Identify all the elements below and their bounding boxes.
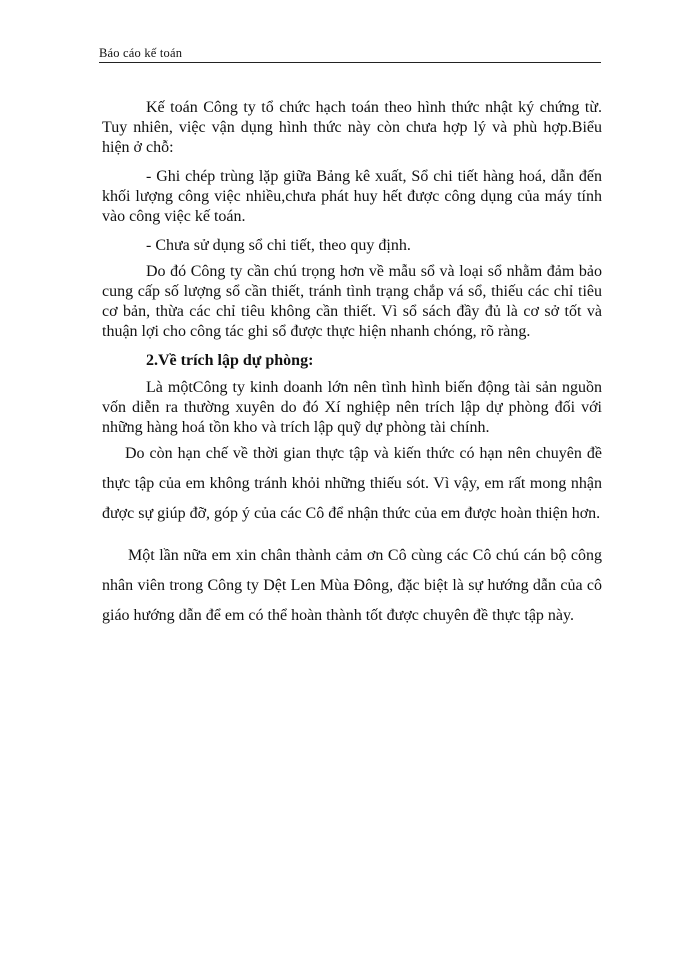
paragraph-detail-ledgers: - Chưa sử dụng sổ chi tiết, theo quy định. [146,237,411,254]
running-header: Báo cáo kế toán [99,46,183,60]
paragraph-provisions: Là mộtCông ty kinh doanh lớn nên tình hình biến động tài sản nguồn vốn diễn ra thường xuyên do đó Xí nghiệp nên trích lập dự phòng đối với những hàng hoá tồn kho và trích lập quỹ dự phòng tài chính. [102,379,602,436]
header-divider [99,62,601,63]
paragraph-duplicate-entries: - Ghi chép trùng lặp giữa Bảng kê xuất, Sổ chi tiết hàng hoá, dẫn đến khối lượng công việc nhiều,chưa phát huy hết được công dụng của máy tính vào công việc kế toán. [102,168,602,225]
paragraph-acknowledgement: Một lần nữa em xin chân thành cảm ơn Cô cùng các Cô chú cán bộ công nhân viên trong Công ty Dệt Len Mùa Đông, đặc biệt là sự hướng dẫn của cô giáo hướng dẫn để em có thể hoàn thành tốt được chuyên đề thực tập này. [102,547,602,624]
paragraph-limitations: Do còn hạn chế về thời gian thực tập và kiến thức có hạn nên chuyên đề thực tập của em không tránh khỏi những thiếu sót. Vì vậy, em rất mong nhận được sự giúp đỡ, góp ý của các Cô để nhận thức của em được hoàn thiện hơn. [102,445,602,522]
document-body [102,98,602,631]
paragraph-ledger-forms: Do đó Công ty cần chú trọng hơn về mẫu sổ và loại sổ nhằm đảm bảo cung cấp số lượng sổ cần thiết, tránh tình trạng chắp vá sổ, thiếu các chỉ tiêu cơ bản, thừa các chỉ tiêu không cần thiết. Vì sổ sách đầy đủ là cơ sở tốt và thuận lợi cho công tác ghi sổ được thực hiện nhanh chóng, rõ ràng. [102,263,602,340]
section-heading-provisions: 2.Về trích lập dự phòng: [146,352,314,369]
paragraph-accounting-form: Kế toán Công ty tổ chức hạch toán theo hình thức nhật ký chứng từ. Tuy nhiên, việc vận dụng hình thức này còn chưa hợp lý và phù hợp.Biểu hiện ở chỗ: [102,99,602,156]
